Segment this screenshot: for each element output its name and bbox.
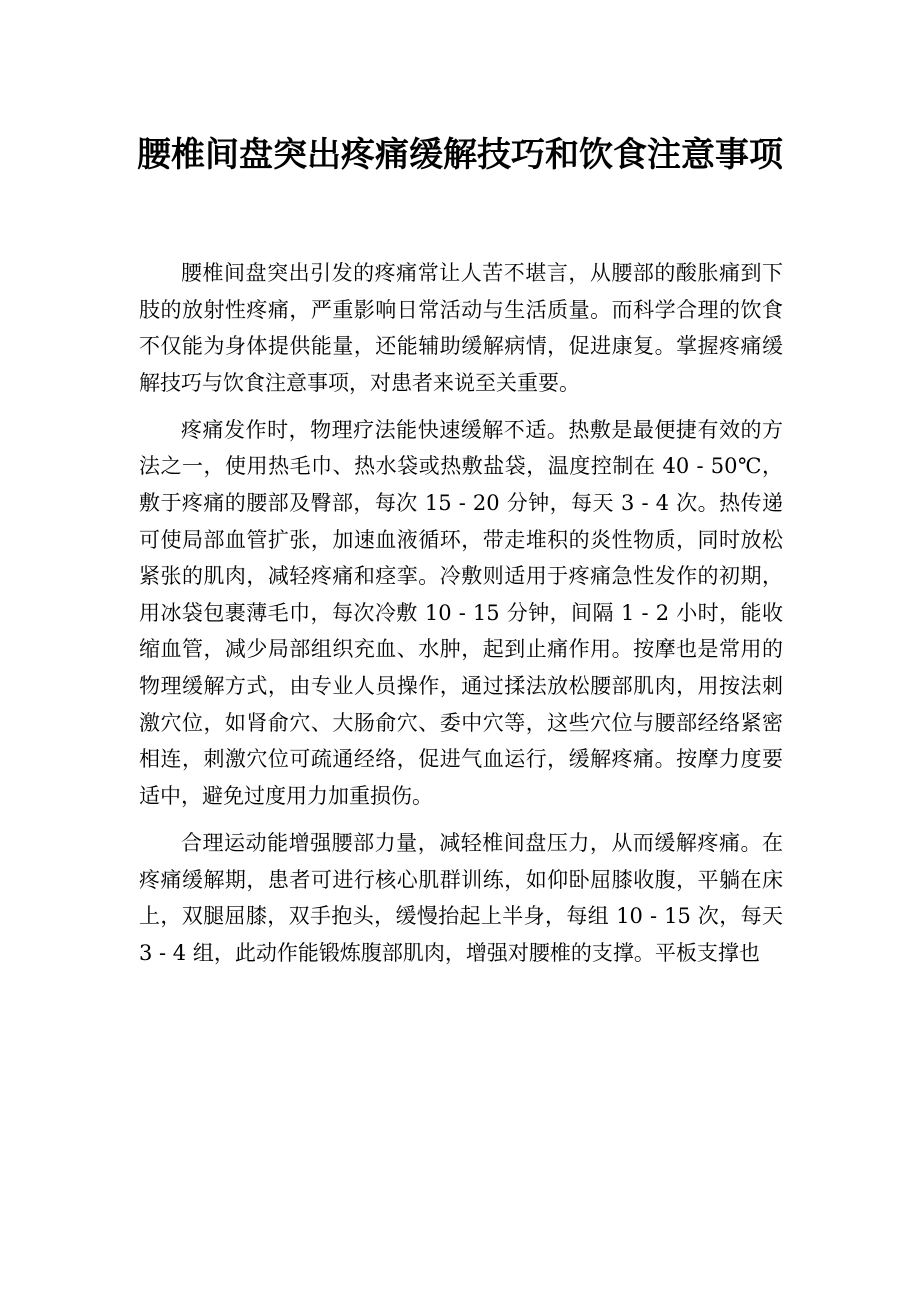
document-title: 腰椎间盘突出疼痛缓解技巧和饮食注意事项 (137, 135, 783, 175)
document-body (139, 255, 783, 982)
paragraph-exercise: 合理运动能增强腰部力量，减轻椎间盘压力，从而缓解疼痛。在疼痛缓解期，患者可进行核心肌群训练，如仰卧屈膝收腹，平躺在床上，双腿屈膝，双手抱头，缓慢抬起上半身，每组 10 - 15 次，每天 3 - 4 组，此动作能锻炼腹部肌肉，增强对腰椎的支撑。平板支撑也 (139, 830, 783, 965)
paragraph-physical-therapy: 疼痛发作时，物理疗法能快速缓解不适。热敷是最便捷有效的方法之一，使用热毛巾、热水袋或热敷盐袋，温度控制在 40 - 50℃，敷于疼痛的腰部及臀部，每次 15 - 20 分钟，每天 3 - 4 次。热传递可使局部血管扩张，加速血液循环，带走堆积的炎性物质，同时放松紧张的肌肉，减轻疼痛和痉挛。冷敷则适用于疼痛急性发作的初期，用冰袋包裹薄毛巾，每次冷敷 10 - 15 分钟，间隔 1 - 2 小时，能收缩血管，减少局部组织充血、水肿，起到止痛作用。按摩也是常用的物理缓解方式，由专业人员操作，通过揉法放松腰部肌肉，用按法刺激穴位，如肾俞穴、大肠俞穴、委中穴等，这些穴位与腰部经络紧密相连，刺激穴位可疏通经络，促进气血运行，缓解疼痛。按摩力度要适中，避免过度用力加重损伤。 (139, 417, 783, 808)
paragraph-intro: 腰椎间盘突出引发的疼痛常让人苦不堪言，从腰部的酸胀痛到下肢的放射性疼痛，严重影响日常活动与生活质量。而科学合理的饮食不仅能为身体提供能量，还能辅助缓解病情，促进康复。掌握疼痛缓解技巧与饮食注意事项，对患者来说至关重要。 (139, 261, 783, 395)
